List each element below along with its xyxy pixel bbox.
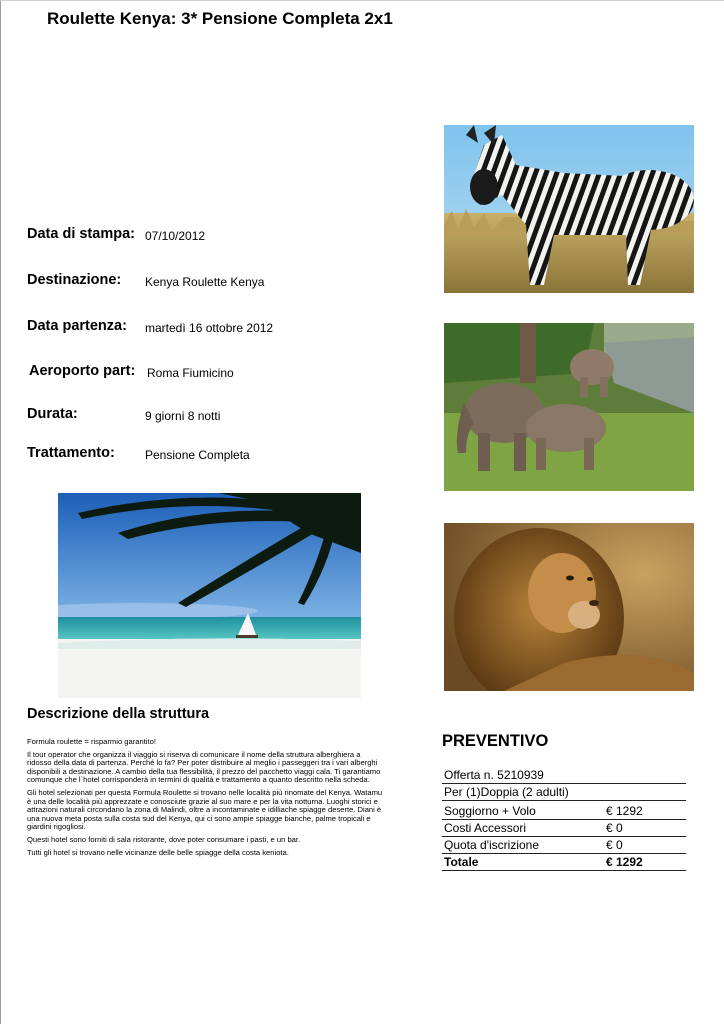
offer-row bbox=[442, 767, 686, 784]
page-left-border bbox=[0, 0, 1, 1024]
page-top-border bbox=[0, 0, 724, 1]
destination-label: Destinazione: bbox=[27, 272, 122, 288]
zebra-photo bbox=[444, 125, 694, 293]
room-type: Per (1)Doppia (2 adulti) bbox=[442, 784, 686, 801]
description-paragraph: Questi hotel sono forniti di sala ristorante, dove poter consumare i pasti, e un bar. bbox=[27, 834, 301, 844]
elephants-photo bbox=[444, 323, 694, 491]
total-label: Totale bbox=[442, 854, 604, 871]
departure-airport-value: Roma Fiumicino bbox=[147, 366, 234, 380]
page-title: Roulette Kenya: 3* Pensione Completa 2x1 bbox=[47, 9, 393, 28]
table-row bbox=[442, 837, 686, 854]
lion-photo bbox=[444, 523, 694, 691]
cost-amount: € 1292 bbox=[604, 803, 686, 820]
quote-table bbox=[442, 767, 686, 871]
room-row bbox=[442, 784, 686, 801]
cost-label: Soggiorno + Volo bbox=[442, 803, 604, 820]
beach-palm-photo bbox=[58, 493, 361, 698]
departure-date-label: Data partenza: bbox=[27, 318, 127, 334]
description-paragraph: Gli hotel selezionati per questa Formula Roulette si trovano nelle località più rinomate del Kenya. Watamu è una delle località più apprezzate e conosciute grazie al suo mare e per la vita notturna. Luoghi storici e attrazioni naturali circondano la zona di Malindi, oltre a incontaminate e idilliache spiagge deserte. Diani è una nuova meta posta sulla costa sud del Kenya, qui ci sono ampie spiagge bianche, palme tropicali e giardini rigogliosi. bbox=[27, 787, 383, 832]
cost-label: Quota d'iscrizione bbox=[442, 837, 604, 854]
departure-airport-label: Aeroporto part: bbox=[29, 363, 136, 379]
cost-amount: € 0 bbox=[604, 837, 686, 854]
duration-value: 9 giorni 8 notti bbox=[145, 409, 221, 423]
description-paragraph: Tutti gli hotel si trovano nelle vicinanze delle belle spiagge della costa keniota. bbox=[27, 847, 289, 857]
duration-label: Durata: bbox=[27, 406, 78, 422]
total-amount: € 1292 bbox=[604, 854, 686, 871]
cost-amount: € 0 bbox=[604, 820, 686, 837]
quote-title: PREVENTIVO bbox=[442, 732, 549, 750]
destination-value: Kenya Roulette Kenya bbox=[145, 275, 265, 289]
total-row bbox=[442, 854, 686, 871]
board-value: Pensione Completa bbox=[145, 448, 250, 462]
description-body bbox=[27, 738, 387, 861]
board-label: Trattamento: bbox=[27, 445, 115, 461]
description-paragraph: Il tour operator che organizza il viaggio si riserva di comunicare il nome della struttura alberghiera a ridosso della data di partenza. Perché lo fa? Per poter distribuire al meglio i passeggeri tra i vari alberghi disponibili a destinazione. A cambio della tua flessibilità, il prezzo del pacchetto viaggi cala. Ti garantiamo comunque che l`hotel corrisponderà in termini di qualità e trattamento a quanto descritto nella scheda. bbox=[27, 749, 381, 785]
table-row bbox=[442, 803, 686, 820]
description-paragraph: Formula roulette = risparmio garantito! bbox=[27, 737, 156, 746]
table-row bbox=[442, 820, 686, 837]
cost-label: Costi Accessori bbox=[442, 820, 604, 837]
print-date-value: 07/10/2012 bbox=[145, 229, 206, 243]
description-title: Descrizione della struttura bbox=[27, 706, 210, 722]
print-date-label: Data di stampa: bbox=[27, 226, 135, 242]
offer-number: Offerta n. 5210939 bbox=[442, 767, 686, 784]
departure-date-value: martedì 16 ottobre 2012 bbox=[145, 321, 274, 335]
